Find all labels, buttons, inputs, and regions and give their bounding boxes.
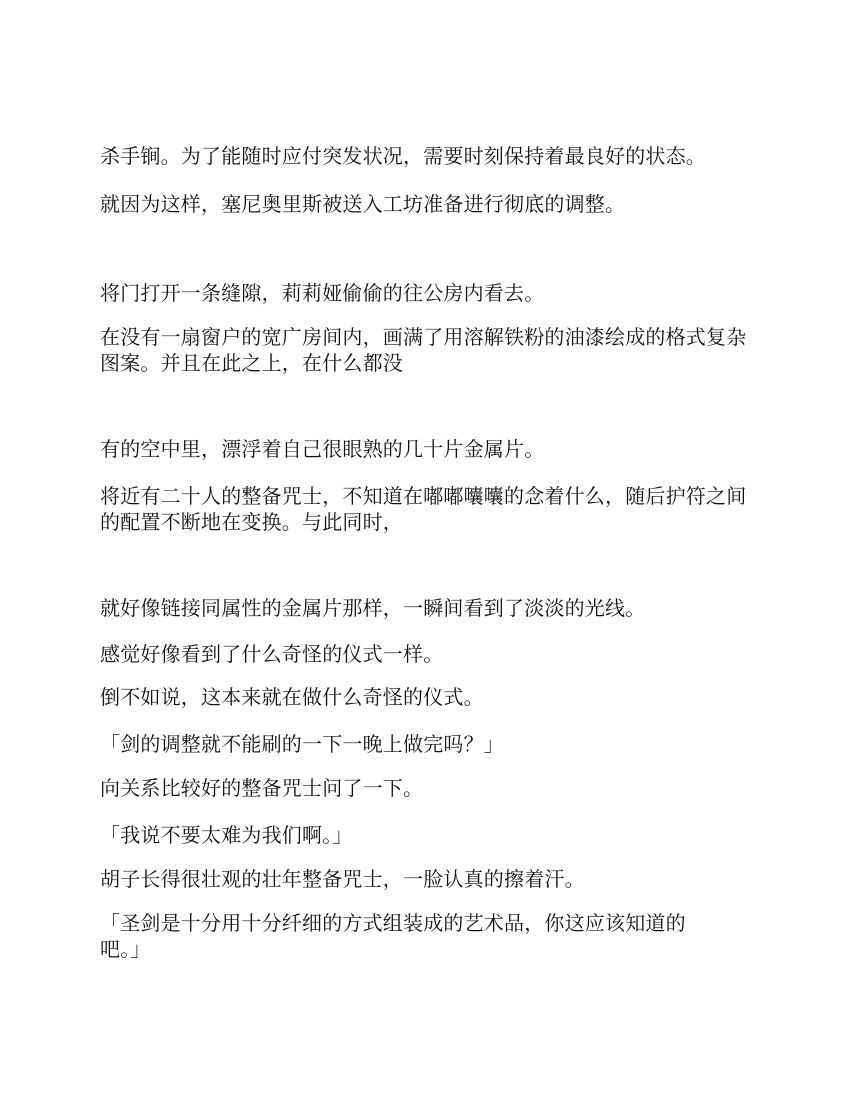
paragraph-12: 「我说不要太难为我们啊。」 — [100, 823, 353, 847]
paragraph-3: 将门打开一条缝隙，莉莉娅偷偷的往公房内看去。 — [100, 281, 545, 305]
paragraph-7: 就好像链接同属性的金属片那样，一瞬间看到了淡淡的光线。 — [100, 596, 646, 620]
paragraph-2: 就因为这样，塞尼奥里斯被送入工坊准备进行彻底的调整。 — [100, 192, 626, 216]
paragraph-5: 有的空中里，漂浮着自己很眼熟的几十片金属片。 — [100, 437, 545, 461]
paragraph-10: 「剑的调整就不能刷的一下一晚上做完吗？」 — [100, 732, 504, 756]
paragraph-1: 杀手锏。为了能随时应付突发状况，需要时刻保持着最良好的状态。 — [100, 144, 706, 168]
paragraph-14: 「圣剑是十分用十分纤细的方式组装成的艺术品，你这应该知道的吧。」 — [100, 911, 686, 961]
paragraph-6: 将近有二十人的整备咒士，不知道在嘟嘟囔囔的念着什么，随后护符之间的配置不断地在变换。与此同时， — [100, 484, 747, 534]
paragraph-8: 感觉好像看到了什么奇怪的仪式一样。 — [100, 642, 444, 666]
paragraph-11: 向关系比较好的整备咒士问了一下。 — [100, 776, 424, 800]
paragraph-13: 胡子长得很壮观的壮年整备咒士，一脸认真的擦着汗。 — [100, 867, 585, 891]
paragraph-4: 在没有一扇窗户的宽广房间内，画满了用溶解铁粉的油漆绘成的格式复杂图案。并且在此之上，在什么都没 — [100, 325, 747, 375]
paragraph-9: 倒不如说，这本来就在做什么奇怪的仪式。 — [100, 685, 484, 709]
